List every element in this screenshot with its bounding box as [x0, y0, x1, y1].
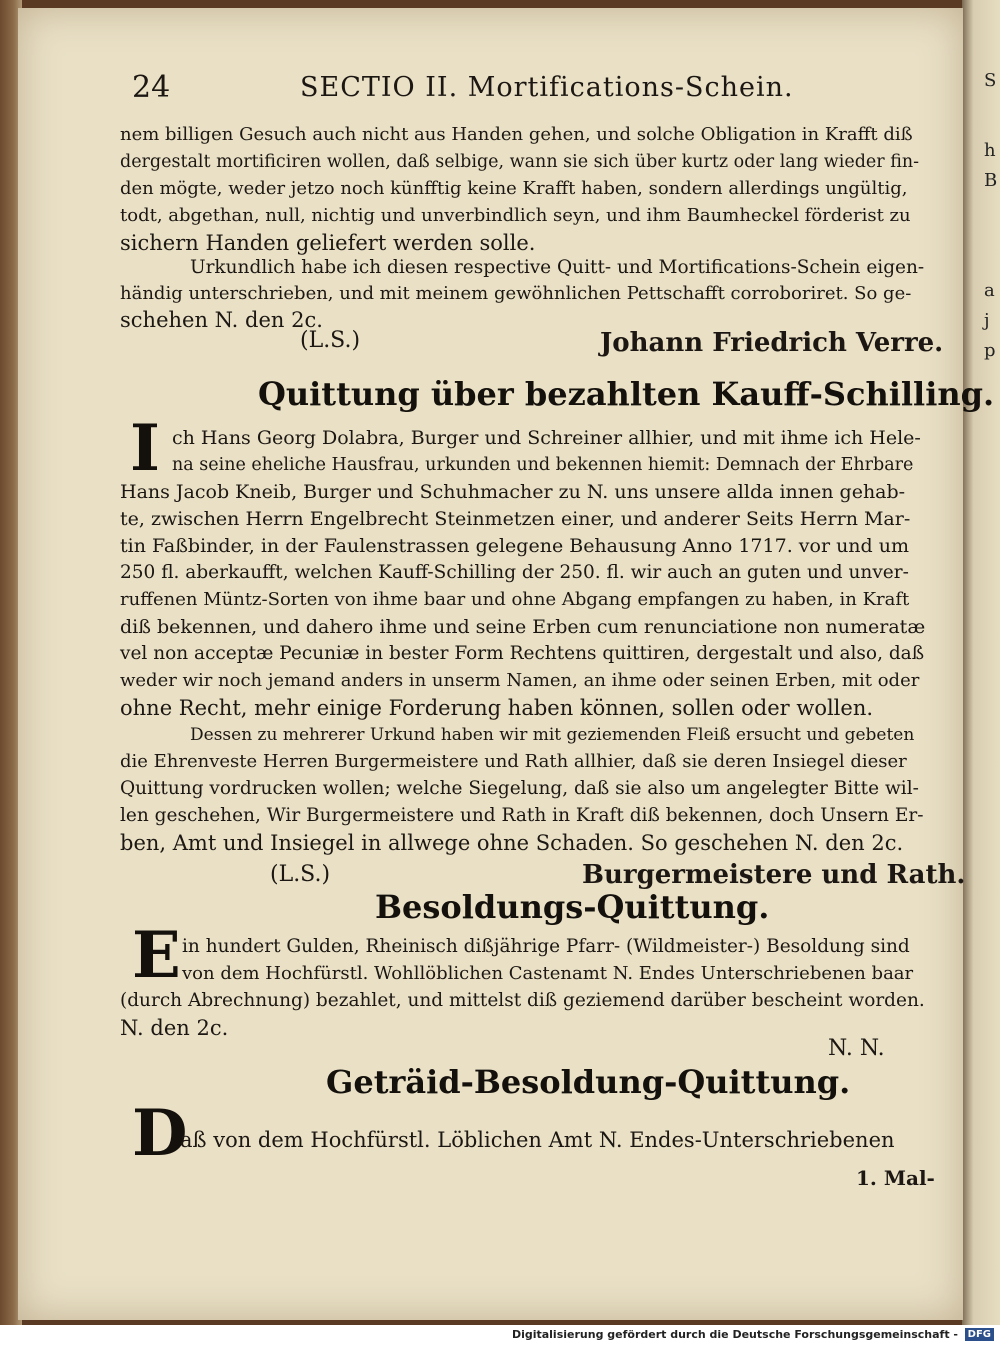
- text-line: ben, Amt und Insiegel in allwege ohne Schaden. So geschehen N. den 2c.: [120, 831, 904, 855]
- text-line: händig unterschrieben, und mit meinem gewöhnlichen Pettschafft corroboriret. So ge-: [120, 283, 912, 304]
- section-title: SECTIO II. Mortifications-Schein.: [300, 72, 794, 103]
- text-line: nem billigen Gesuch auch nicht aus Handen gehen, und solche Obligation in Krafft diß: [120, 124, 913, 145]
- facing-page-fragment: B: [984, 170, 998, 191]
- facing-page-fragment: h: [984, 140, 996, 161]
- dfg-logo: DFG: [965, 1328, 994, 1341]
- facing-page-fragment: j: [984, 310, 990, 331]
- text-line: Quittung vordrucken wollen; welche Siegelung, daß sie also um angelegter Bitte wil-: [120, 778, 919, 799]
- page-number: 24: [132, 70, 171, 105]
- text-line: dergestalt mortificiren wollen, daß selbige, wann sie sich über kurtz oder lang wieder fin-: [120, 152, 920, 172]
- text-line: diß bekennen, und dahero ihme und seine Erben cum renunciatione non numeratæ: [120, 616, 926, 638]
- facing-page-fragment: a: [984, 280, 995, 301]
- facing-page-fragment: p: [984, 340, 996, 361]
- text-line: schehen N. den 2c.: [120, 308, 323, 332]
- text-line: den mögte, weder jetzo noch künfftig keine Krafft haben, sondern allerdings ungültig,: [120, 178, 908, 199]
- text-line: Dessen zu mehrerer Urkund haben wir mit geziemenden Fleiß ersucht und gebeten: [190, 725, 915, 745]
- facing-page-edge: [962, 0, 1000, 1325]
- catchword: 1. Mal-: [856, 1166, 935, 1190]
- text-line: ohne Recht, mehr einige Forderung haben können, sollen oder wollen.: [120, 696, 874, 720]
- seal-mark: (L.S.): [270, 862, 331, 887]
- text-line: in hundert Gulden, Rheinisch dißjährige Pfarr- (Wildmeister-) Besoldung sind: [182, 936, 910, 957]
- running-head: [120, 70, 900, 110]
- text-line: ch Hans Georg Dolabra, Burger und Schreiner allhier, und mit ihme ich Hele-: [172, 427, 921, 449]
- text-line: sichern Handen geliefert werden solle.: [120, 231, 536, 255]
- text-line: aß von dem Hochfürstl. Löblichen Amt N. Endes-Unterschriebenen: [180, 1128, 895, 1152]
- drop-cap: I: [130, 411, 160, 486]
- section-heading: Geträid-Besoldung-Quittung.: [326, 1063, 851, 1101]
- text-line: weder wir noch jemand anders in unserm Namen, an ihme oder seinen Erben, mit oder: [120, 670, 920, 691]
- text-line: (durch Abrechnung) bezahlet, und mittelst diß geziemend darüber bescheint worden.: [120, 990, 925, 1011]
- text-line: tin Faßbinder, in der Faulenstrassen gelegene Behausung Anno 1717. vor und um: [120, 535, 909, 557]
- text-line: len geschehen, Wir Burgermeistere und Rath in Kraft diß bekennen, doch Unsern Er-: [120, 805, 924, 826]
- facing-page-fragment: S: [984, 70, 997, 91]
- text-line: Urkundlich habe ich diesen respective Quitt- und Mortifications-Schein eigen-: [190, 257, 925, 278]
- seal-mark: (L.S.): [300, 328, 361, 353]
- text-line: 250 fl. aberkaufft, welchen Kauff-Schilling der 250. fl. wir auch an guten und unver-: [120, 562, 909, 583]
- digitization-credit: Digitalisierung gefördert durch die Deutsche Forschungsgemeinschaft -: [511, 1328, 958, 1341]
- text-line: vel non acceptæ Pecuniæ in bester Form Rechtens quittiren, dergestalt und also, daß: [120, 643, 925, 664]
- section-heading: Besoldungs-Quittung.: [375, 888, 770, 926]
- signature: Burgermeistere und Rath.: [582, 860, 966, 890]
- text-line: te, zwischen Herrn Engelbrecht Steinmetzen einer, und anderer Seits Herrn Mar-: [120, 508, 911, 530]
- signature: N. N.: [828, 1036, 885, 1061]
- drop-cap: D: [132, 1096, 188, 1171]
- text-line: N. den 2c.: [120, 1016, 229, 1040]
- text-line: von dem Hochfürstl. Wohllöblichen Castenamt N. Endes Unterschriebenen baar: [182, 963, 914, 984]
- text-line: ruffenen Müntz-Sorten von ihme baar und ohne Abgang empfangen zu haben, in Kraft: [120, 589, 910, 610]
- text-line: die Ehrenveste Herren Burgermeistere und Rath allhier, daß sie deren Insiegel dieser: [120, 751, 907, 772]
- drop-cap: E: [132, 918, 181, 993]
- digitization-footer: [0, 1325, 1000, 1346]
- text-line: todt, abgethan, null, nichtig und unverbindlich seyn, und ihm Baumheckel förderist zu: [120, 205, 911, 226]
- section-heading: Quittung über bezahlten Kauff-Schilling.: [258, 375, 995, 413]
- text-line: Hans Jacob Kneib, Burger und Schuhmacher zu N. uns unsere allda innen gehab-: [120, 481, 906, 503]
- text-line: na seine eheliche Hausfrau, urkunden und bekennen hiemit: Demnach der Ehrbare: [172, 455, 914, 475]
- signature: Johann Friedrich Verre.: [600, 328, 944, 358]
